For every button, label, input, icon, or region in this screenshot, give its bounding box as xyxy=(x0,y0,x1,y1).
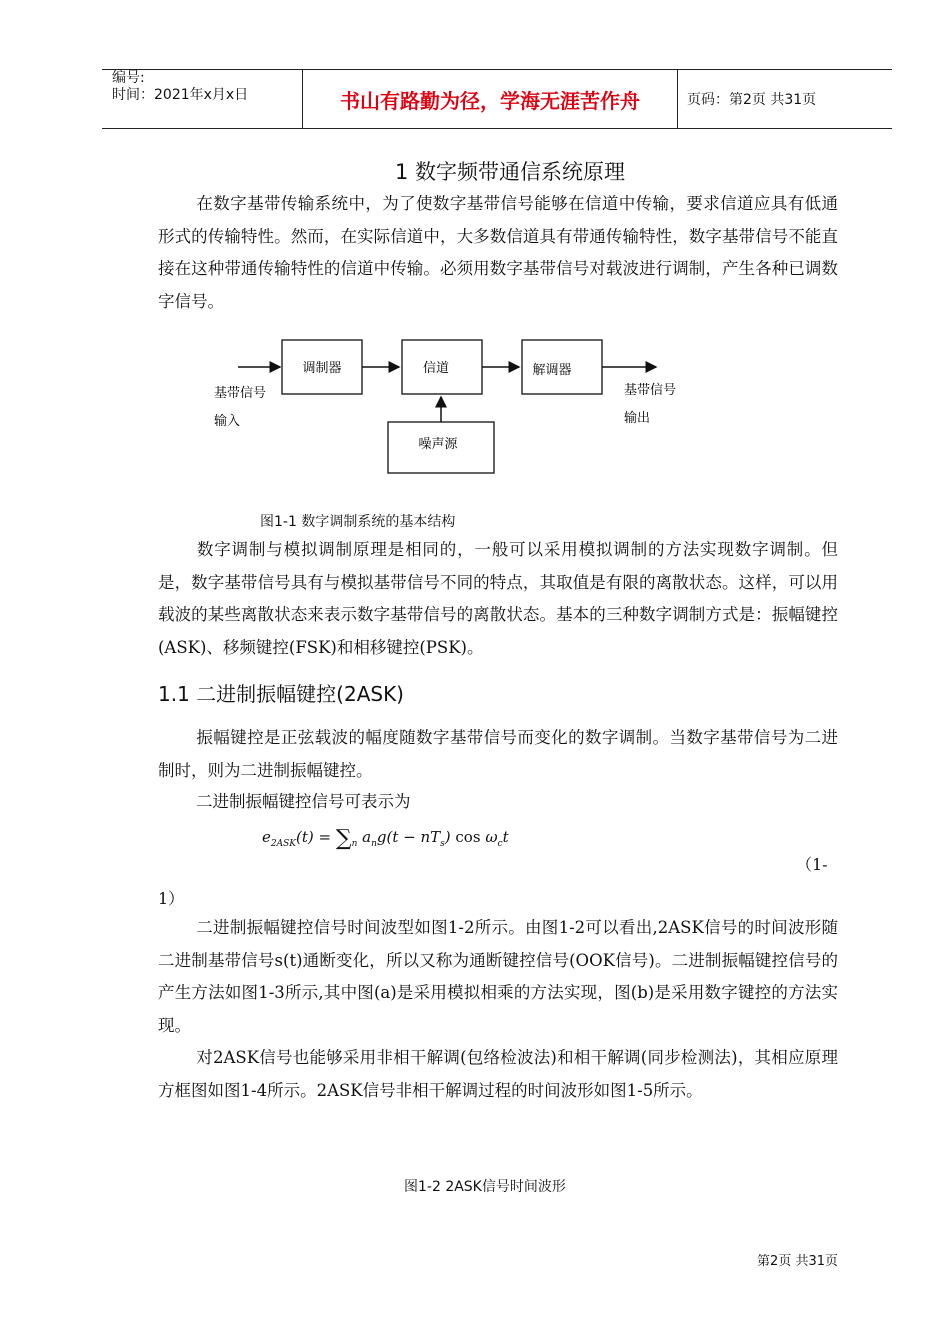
input-label-line2: 输入 xyxy=(214,414,241,429)
paragraph-demodulation: 对2ASK信号也能够采用非相干解调(包络检波法)和相干解调(同步检测法)，其相应原理方框图如图1-4所示。2ASK信号非相干解调过程的时间波形如图1-5所示。 xyxy=(158,1048,838,1100)
channel-label: 信道 xyxy=(422,361,450,376)
header-meta xyxy=(102,70,302,128)
noise-source-label: 噪声源 xyxy=(418,437,458,452)
header-motto: 书山有路勤为径，学海无涯苦作舟 xyxy=(340,88,640,113)
demodulator-label: 解调器 xyxy=(532,363,572,378)
chapter-title: 1 数字频带通信系统原理 xyxy=(394,160,626,184)
modulator-label: 调制器 xyxy=(302,361,342,376)
paragraph-ask-definition: 振幅键控是正弦载波的幅度随数字基带信号而变化的数字调制。当数字基带信号为二进制时，则为二进制振幅键控。 xyxy=(158,728,838,780)
page-footer: 第2页 共31页 xyxy=(757,1254,838,1269)
paragraph-waveform: 二进制振幅键控信号时间波型如图1-2所示。由图1-2可以看出,2ASK信号的时间波形随二进制基带信号s(t)通断变化，所以又称为通断键控信号(OOK信号)。二进制振幅键控信号的产生方法如图1-3所示,其中图(a)是采用模拟相乘的方法实现，图(b)是采用数字键控的方法实现。 xyxy=(158,918,838,1035)
paragraph-intro: 在数字基带传输系统中，为了使数字基带信号能够在信道中传输，要求信道应具有低通形式的传输特性。然而，在实际信道中，大多数信道具有带通传输特性，数字基带信号不能直接在这种带通传输特性的信道中传输。必须用数字基带信号对载波进行调制，产生各种已调数字信号。 xyxy=(158,194,838,311)
time-label: 时间：2021年x月x日 xyxy=(112,87,249,103)
paragraph-modulation: 数字调制与模拟调制原理是相同的，一般可以采用模拟调制的方法实现数字调制。但是，数字基带信号具有与模拟基带信号不同的特点，其取值是有限的离散状态。这样，可以用载波的某些离散状态来表示数字基带信号的离散状态。基本的三种数字调制方式是：振幅键控(ASK)、移频键控(FSK)和相移键控(PSK)。 xyxy=(158,540,838,657)
header-page-info: 页码：第2页 共31页 xyxy=(687,92,817,108)
formula-number-part2: 1） xyxy=(158,889,185,908)
output-label-line1: 基带信号 xyxy=(624,383,677,398)
header-motto-cell xyxy=(302,70,678,128)
figure-1-2-caption: 图1-2 2ASK信号时间波形 xyxy=(404,1179,566,1195)
formula-number-part1: （1- xyxy=(796,855,828,874)
paragraph-ask-expression: 二进制振幅键控信号可表示为 xyxy=(196,792,411,811)
input-label-line1: 基带信号 xyxy=(214,386,267,401)
number-label: 编号: xyxy=(112,70,145,86)
section-heading-2ask: 1.1 二进制振幅键控(2ASK) xyxy=(158,682,404,706)
formula-2ask: $e_{2ASK}(t) = \sum_n$ $a_ng(t - nT_s)$ $\cos \omega_ct$ xyxy=(262,826,509,851)
modulation-block-diagram xyxy=(200,330,700,480)
figure-1-1-caption: 图1-1 数字调制系统的基本结构 xyxy=(260,514,456,530)
output-label-line2: 输出 xyxy=(624,411,651,426)
page-header xyxy=(102,69,892,129)
